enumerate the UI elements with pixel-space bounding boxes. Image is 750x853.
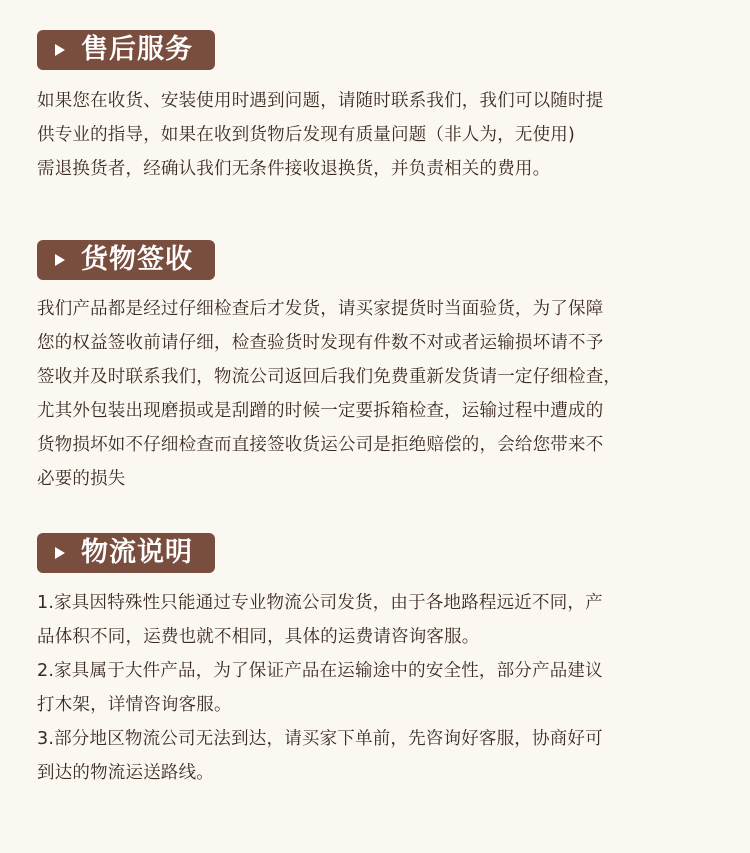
play-triangle-icon bbox=[55, 547, 65, 559]
text-line: 必要的损失 bbox=[37, 469, 126, 489]
section-title-tag bbox=[37, 30, 215, 70]
section-delivery-receipt bbox=[37, 240, 717, 496]
text-line: 供专业的指导，如果在收到货物后发现有质量问题（非人为，无使用) bbox=[37, 125, 576, 145]
text-line: 签收并及时联系我们，物流公司返回后我们免费重新发货请一定仔细检查， bbox=[37, 367, 622, 387]
play-triangle-icon bbox=[55, 254, 65, 266]
text-line: 货物损坏如不仔细检查而直接签收货运公司是拒绝赔偿的，会给您带来不 bbox=[37, 435, 604, 455]
section-logistics bbox=[37, 533, 717, 790]
text-line: 您的权益签收前请仔细，检查验货时发现有件数不对或者运输损坏请不予 bbox=[37, 333, 604, 353]
text-line: 如果您在收货、安装使用时遇到问题，请随时联系我们，我们可以随时提 bbox=[37, 91, 604, 111]
text-line: 尤其外包装出现磨损或是刮蹭的时候一定要拆箱检查，运输过程中遭成的 bbox=[37, 401, 604, 421]
section-title-tag bbox=[37, 240, 215, 280]
text-line: 2.家具属于大件产品，为了保证产品在运输途中的安全性，部分产品建议 bbox=[37, 661, 603, 681]
section-body bbox=[37, 586, 717, 790]
play-triangle-icon bbox=[55, 44, 65, 56]
text-line: 品体积不同，运费也就不相同，具体的运费请咨询客服。 bbox=[37, 627, 480, 647]
section-body bbox=[37, 84, 717, 186]
section-after-sales bbox=[37, 30, 717, 186]
text-line: 到达的物流运送路线。 bbox=[37, 763, 214, 783]
text-line: 3.部分地区物流公司无法到达，请买家下单前，先咨询好客服，协商好可 bbox=[37, 729, 603, 749]
section-title: 物流说明 bbox=[81, 537, 193, 568]
section-title-tag bbox=[37, 533, 215, 573]
text-line: 需退换货者，经确认我们无条件接收退换货，并负责相关的费用。 bbox=[37, 159, 551, 179]
section-title: 售后服务 bbox=[81, 34, 193, 65]
text-line: 1.家具因特殊性只能通过专业物流公司发货，由于各地路程远近不同，产 bbox=[37, 593, 603, 613]
text-line: 打木架，详情咨询客服。 bbox=[37, 695, 232, 715]
text-line: 我们产品都是经过仔细检查后才发货，请买家提货时当面验货，为了保障 bbox=[37, 299, 604, 319]
section-body bbox=[37, 292, 717, 496]
section-title: 货物签收 bbox=[81, 244, 193, 275]
